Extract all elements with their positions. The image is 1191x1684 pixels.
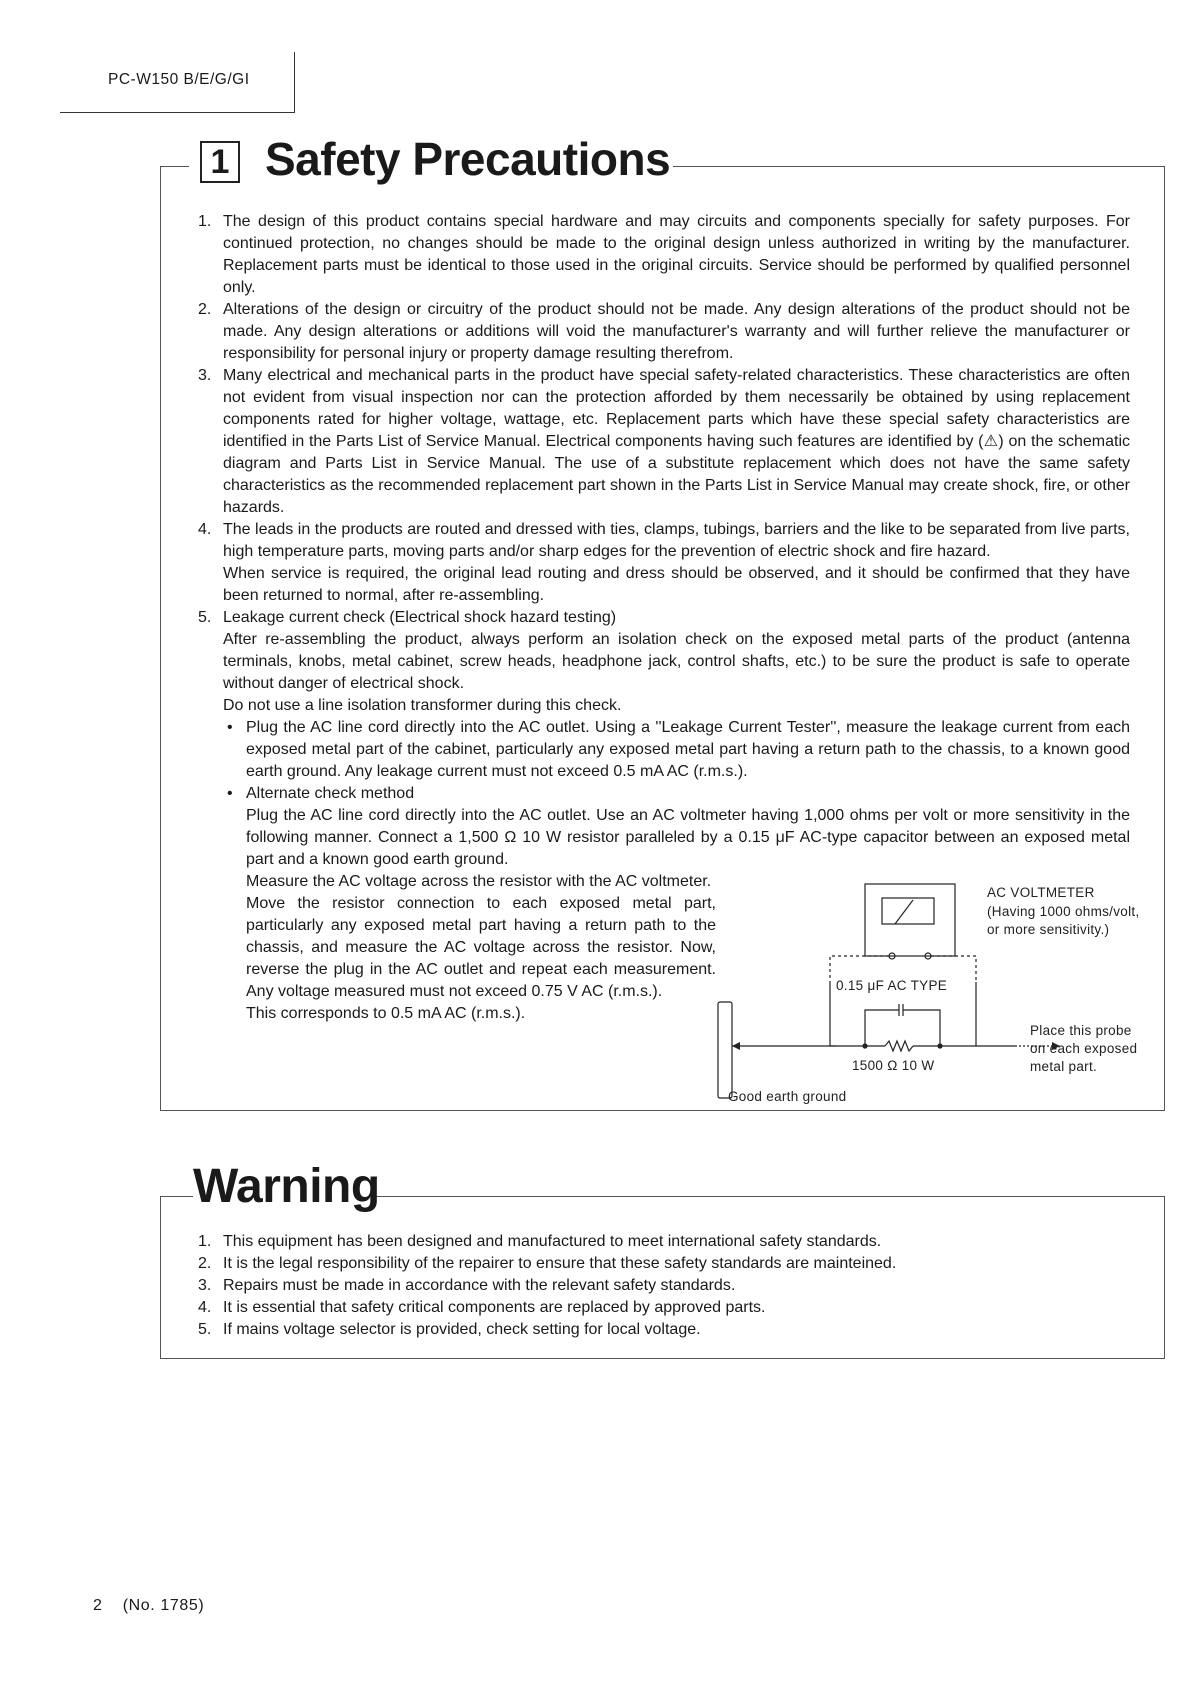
item-text: The design of this product contains special hardware and may circuits and components specially for safety purposes. For continued protection, no changes should be made to the original design unless authorized in writing by the manufacturer. Replacement parts must be identical to those used in the original circuits. Service should be performed by qualified personnel only. — [223, 213, 1130, 296]
item-text-continued: When service is required, the original lead routing and dress should be observed, and it should be confirmed that they have been returned to normal, after re-assembling. — [223, 565, 1130, 604]
item-paragraph: After re-assembling the product, always perform an isolation check on the exposed metal parts of the product (antenna terminals, knobs, metal cabinet, screw heads, headphone jack, control shafts, etc.) to be sure the product is safe to operate without danger of electrical shock. — [223, 631, 1130, 692]
warning-item-1 — [198, 1231, 1130, 1253]
item-number: 4. — [198, 521, 212, 538]
probe-note: on each exposed — [1030, 1041, 1138, 1056]
warning-list — [198, 1231, 1130, 1341]
item-text: It is essential that safety critical components are replaced by approved parts. — [223, 1299, 766, 1316]
item-number: 2. — [198, 1255, 212, 1272]
item-number: 2. — [198, 301, 212, 318]
frame-top-right — [673, 166, 1164, 167]
ground-label: Good earth ground — [728, 1089, 847, 1104]
document-number: (No. 1785) — [122, 1597, 205, 1614]
cap-wire-left — [865, 1010, 899, 1046]
bullet-leakage-tester — [223, 717, 1130, 783]
section-title: Safety Precautions — [265, 133, 671, 185]
item-text: Repairs must be made in accordance with the relevant safety standards. — [223, 1277, 736, 1294]
item-number: 1. — [198, 1233, 212, 1250]
resistor-label: 1500 Ω 10 W — [852, 1058, 935, 1073]
frame-top-right — [373, 1196, 1164, 1197]
voltmeter-needle — [895, 900, 913, 924]
item-number: 3. — [198, 1277, 212, 1294]
page-number: 2 — [93, 1597, 103, 1614]
probe-note: metal part. — [1030, 1059, 1098, 1074]
junction-node — [862, 1043, 867, 1048]
voltmeter-box — [865, 884, 955, 956]
item-text: This equipment has been designed and manufactured to meet international safety standards. — [223, 1233, 882, 1250]
voltmeter-dial — [882, 898, 934, 924]
header-rule-horizontal — [60, 112, 295, 113]
warning-item-4 — [198, 1297, 1130, 1319]
item-number: 5. — [198, 609, 212, 626]
item-heading: Leakage current check (Electrical shock hazard testing) — [223, 609, 617, 626]
item-text: The leads in the products are routed and dressed with ties, clamps, tubings, barriers and the like to be separated from live parts, high temperature parts, moving parts and/or sharp edges for the prevention of electric shock and fire hazard. — [223, 521, 1130, 560]
item-number: 1. — [198, 213, 212, 230]
item-text: If mains voltage selector is provided, check setting for local voltage. — [223, 1321, 701, 1338]
item-number: 3. — [198, 367, 212, 384]
bullet-text: Plug the AC line cord directly into the AC outlet. Use an AC voltmeter having 1,000 ohms per volt or more sensitivity in the following manner. Connect a 1,500 Ω 10 W resistor paralleled by a 0.15 μF AC-type capacitor between an exposed metal part and a known good earth ground. — [246, 807, 1130, 868]
bullet-text: Plug the AC line cord directly into the AC outlet. Using a ''Leakage Current Tester'', measure the leakage current from each exposed metal part of the cabinet, particularly any exposed metal part having a return path to the chassis, to a known good earth ground. Any leakage current must not exceed 0.5 mA AC (r.m.s.). — [246, 719, 1130, 780]
capacitor-label: 0.15 μF AC TYPE — [836, 978, 948, 993]
frame-top-left — [161, 166, 189, 167]
model-code: PC-W150 B/E/G/GI — [108, 71, 250, 88]
item-text: Many electrical and mechanical parts in the product have special safety-related characteristics. These characteristics are often not evident from visual inspection nor can the protection afforded by them necessarily be obtained by using replacement components rated for higher voltage, wattage, etc. Replacement parts which have these special safety characteristics are identified in the Parts List of Service Manual. Electrical components having such features are identified by (⚠) on the schematic diagram and Parts List in Service Manual. The use of a substitute replacement which does not have the same safety characteristics as the recommended replacement part shown in the Parts List in Service Manual may create shock, fire, or other hazards. — [223, 367, 1130, 516]
arrow-left — [732, 1042, 740, 1050]
item-number: 5. — [198, 1321, 212, 1338]
voltmeter-label: AC VOLTMETER — [987, 885, 1095, 900]
bullet-dot: • — [227, 785, 233, 802]
resistor-symbol — [885, 1041, 913, 1051]
warning-item-2 — [198, 1253, 1130, 1275]
warning-title: Warning — [193, 1160, 380, 1213]
safety-item-2 — [198, 299, 1130, 365]
section-number: 1 — [200, 141, 240, 183]
warning-item-5 — [198, 1319, 1130, 1341]
bullet-title: Alternate check method — [246, 785, 415, 802]
safety-item-4 — [198, 519, 1130, 607]
bullet-text: Move the resistor connection to each exposed metal part, particularly any exposed metal part having a return path to the chassis, and measure the AC voltage across the resistor. Now, reverse the plug in the AC outlet and repeat each measurement. Any voltage measured must not exceed 0.75 V AC (r.m.s.). — [246, 895, 716, 1000]
frame-top-left — [161, 1196, 193, 1197]
item-paragraph: Do not use a line isolation transformer during this check. — [223, 697, 622, 714]
junction-node — [937, 1043, 942, 1048]
safety-item-1 — [198, 211, 1130, 299]
header-rule-vertical — [294, 52, 295, 113]
leakage-test-diagram — [715, 878, 1165, 1108]
probe-note: Place this probe — [1030, 1023, 1132, 1038]
bullet-dot: • — [227, 719, 233, 736]
warning-item-3 — [198, 1275, 1130, 1297]
bullet-text: Measure the AC voltage across the resistor with the AC voltmeter. — [246, 873, 712, 890]
bullet-text: This corresponds to 0.5 mA AC (r.m.s.). — [246, 1005, 526, 1022]
item-number: 4. — [198, 1299, 212, 1316]
item-text: It is the legal responsibility of the repairer to ensure that these safety standards are mainteined. — [223, 1255, 897, 1272]
voltmeter-note: or more sensitivity.) — [987, 922, 1110, 937]
page-footer — [93, 1597, 204, 1615]
voltmeter-note: (Having 1000 ohms/volt, — [987, 904, 1140, 919]
ac-plug — [718, 1002, 732, 1098]
item-text: Alterations of the design or circuitry of the product should not be made. Any design alterations of the product should not be made. Any design alterations or additions will void the manufacturer's warranty and will further relieve the manufacturer or responsibility for personal injury or property damage resulting therefrom. — [223, 301, 1130, 362]
safety-item-3 — [198, 365, 1130, 519]
cap-wire-right — [903, 1010, 940, 1046]
